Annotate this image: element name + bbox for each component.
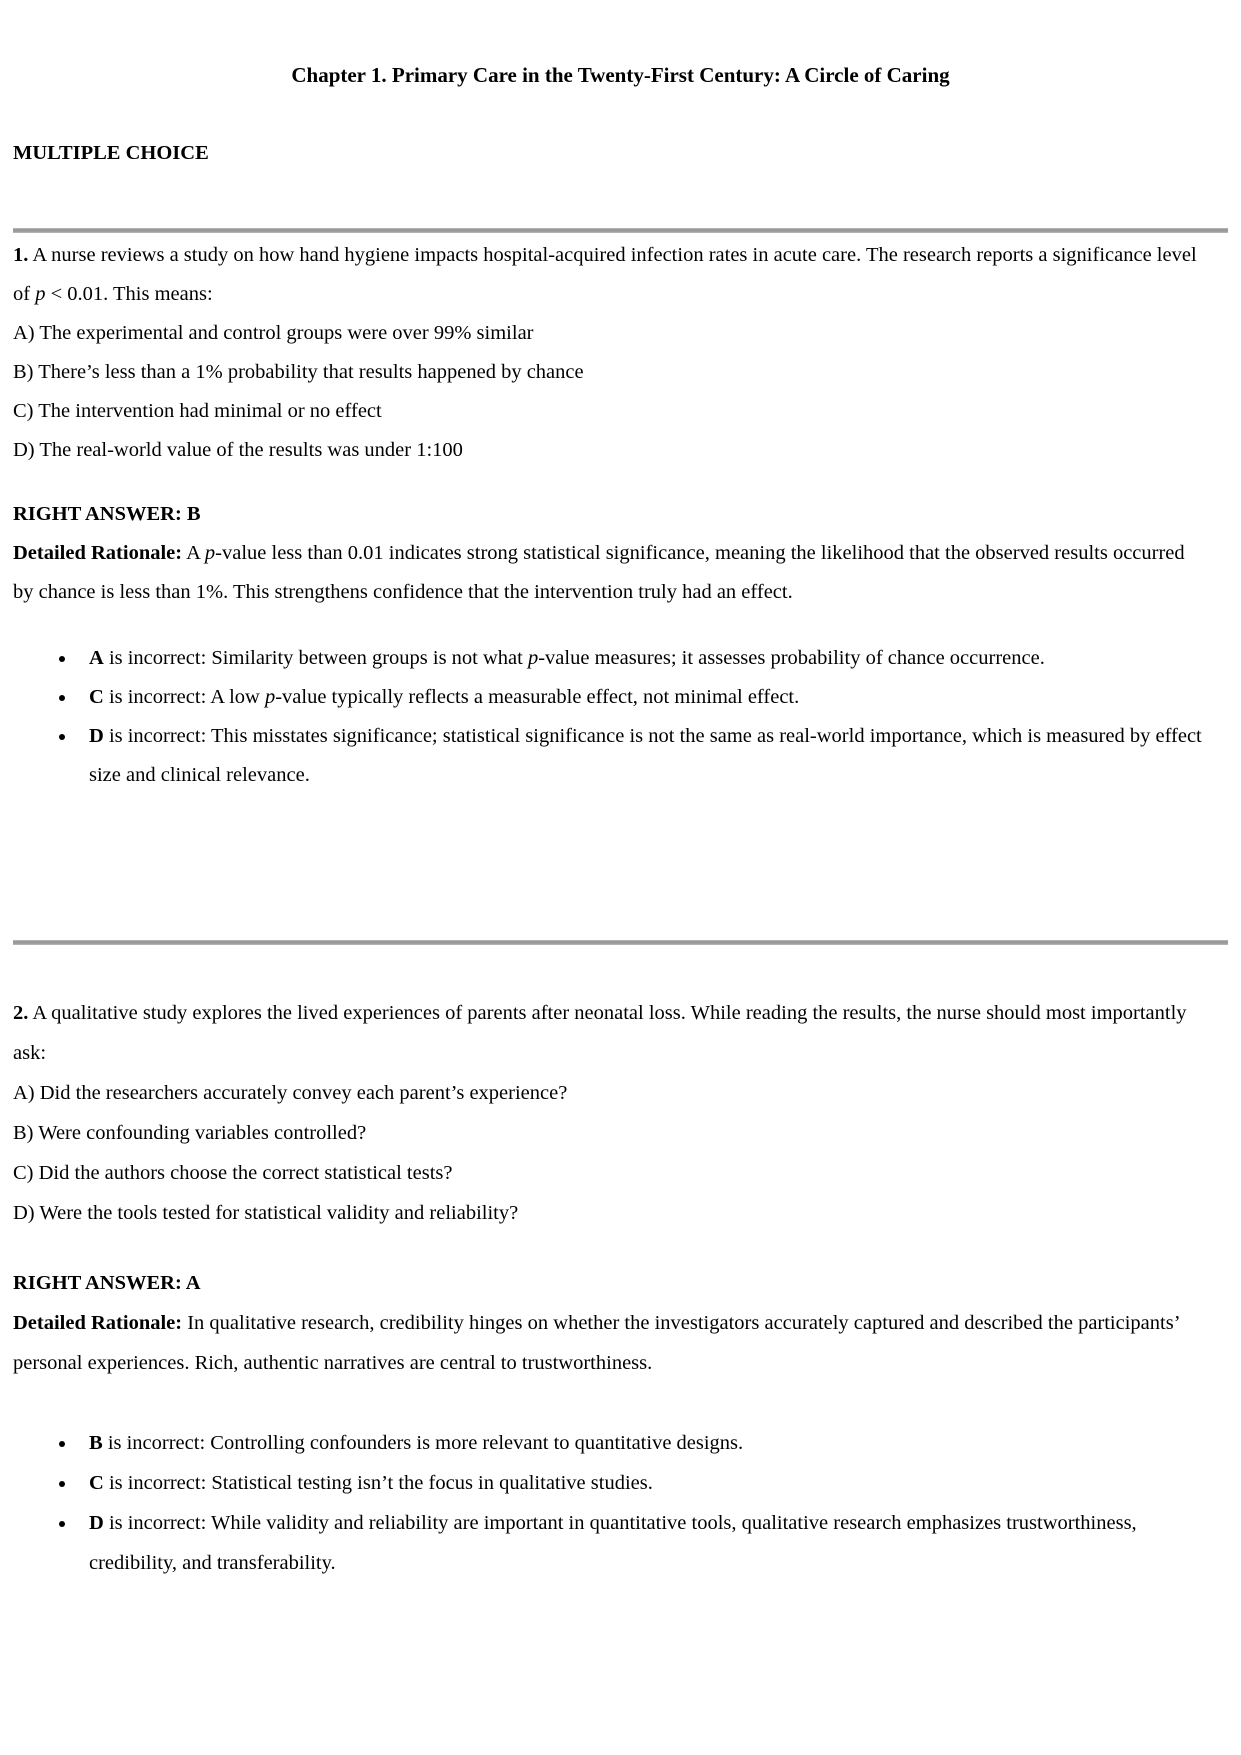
- bullet-text: is incorrect: While validity and reliability are important in quantitative tools, qualitative research emphasizes trustworthiness, credibility, and transferability.: [89, 1512, 1137, 1574]
- bullet-text: is incorrect: Controlling confounders is more relevant to quantitative designs.: [102, 1432, 744, 1454]
- option-letter: D: [89, 725, 104, 747]
- rationale-label: Detailed Rationale:: [13, 542, 183, 564]
- question-text: < 0.01. This means:: [45, 283, 213, 305]
- p-value-symbol: p: [527, 647, 539, 669]
- section-heading: MULTIPLE CHOICE: [13, 142, 209, 164]
- bullet-text: is incorrect: Statistical testing isn’t the focus in qualitative studies.: [103, 1472, 653, 1494]
- bullet-text: -value measures; it assesses probability of chance occurrence.: [538, 647, 1045, 669]
- bullet-text: is incorrect: This misstates significance; statistical significance is not the same as real-world importance, which is measured by effect size and clinical relevance.: [89, 725, 1202, 786]
- question-1-stem: [13, 236, 1198, 314]
- page-title: Chapter 1. Primary Care in the Twenty-First Century: A Circle of Caring: [291, 63, 950, 87]
- option-letter: A: [89, 647, 104, 669]
- option-c: C) Did the authors choose the correct statistical tests?: [13, 1162, 453, 1184]
- question-block-2: [13, 993, 1228, 1583]
- rationale-text: A: [182, 542, 205, 564]
- question-text: A qualitative study explores the lived experiences of parents after neonatal loss. While reading the results, the nurse should most importantly ask:: [13, 1002, 1187, 1064]
- p-value-symbol: p: [204, 542, 216, 564]
- question-number: 1.: [13, 244, 29, 266]
- right-answer: RIGHT ANSWER: B: [13, 503, 201, 525]
- bullet-text: is incorrect: A low: [103, 686, 265, 708]
- question-number: 2.: [13, 1002, 29, 1024]
- incorrect-option-b: [77, 1423, 1228, 1463]
- bullet-text: -value typically reflects a measurable effect, not minimal effect.: [275, 686, 800, 708]
- rationale-paragraph: [13, 1303, 1198, 1383]
- incorrect-options-list: [13, 1423, 1228, 1583]
- section-divider: [13, 940, 1228, 945]
- question-text: A nurse reviews a study on how hand hygiene impacts hospital-acquired infection rates in acute care. The research reports a significance level of: [13, 244, 1197, 305]
- incorrect-option-d: [77, 1503, 1228, 1583]
- right-answer: RIGHT ANSWER: A: [13, 1272, 201, 1294]
- incorrect-option-c: [77, 1463, 1228, 1503]
- option-letter: B: [89, 1432, 103, 1454]
- p-value-symbol: p: [264, 686, 276, 708]
- option-a: A) Did the researchers accurately convey each parent’s experience?: [13, 1082, 568, 1104]
- option-b: B) There’s less than a 1% probability that results happened by chance: [13, 361, 584, 383]
- option-a: A) The experimental and control groups were over 99% similar: [13, 322, 534, 344]
- option-letter: D: [89, 1512, 104, 1534]
- option-letter: C: [89, 1472, 104, 1494]
- question-2-stem: [13, 993, 1198, 1073]
- rationale-paragraph: [13, 534, 1198, 612]
- rationale-text: In qualitative research, credibility hinges on whether the investigators accurately captured and described the participants’ personal experiences. Rich, authentic narratives are central to trustworthiness.: [13, 1312, 1180, 1374]
- bullet-text: is incorrect: Similarity between groups is not what: [103, 647, 528, 669]
- rationale-text: -value less than 0.01 indicates strong statistical significance, meaning the likelihood that the observed results occurred by chance is less than 1%. This strengthens confidence that the intervention truly had an effect.: [13, 542, 1185, 603]
- incorrect-options-list: [13, 639, 1228, 795]
- section-divider: [13, 228, 1228, 233]
- incorrect-option-c: [77, 678, 1228, 717]
- option-c: C) The intervention had minimal or no effect: [13, 400, 382, 422]
- option-b: B) Were confounding variables controlled?: [13, 1122, 367, 1144]
- option-d: D) The real-world value of the results was under 1:100: [13, 439, 463, 461]
- option-d: D) Were the tools tested for statistical validity and reliability?: [13, 1202, 519, 1224]
- incorrect-option-a: [77, 639, 1228, 678]
- question-block-1: [13, 236, 1228, 795]
- option-letter: C: [89, 686, 104, 708]
- p-value-symbol: p: [35, 283, 46, 305]
- rationale-label: Detailed Rationale:: [13, 1312, 183, 1334]
- incorrect-option-d: [77, 717, 1228, 795]
